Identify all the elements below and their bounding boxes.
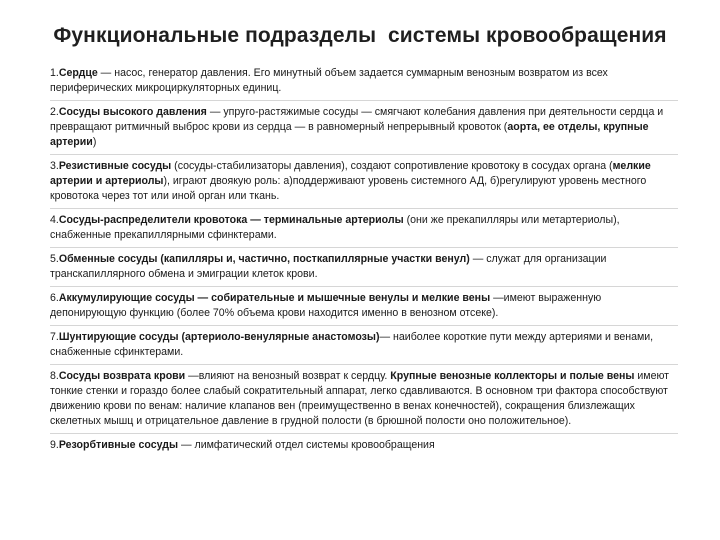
list-item <box>50 248 678 287</box>
item-number: 8. <box>50 370 59 382</box>
item-text: — насос, генератор давления. Его минутный объем задается суммарным венозным возвратом из всех периферических микроциркуляторных единиц. <box>50 67 608 94</box>
item-term: Обменные сосуды (капилляры и, частично, посткапиллярные участки венул) <box>58 253 470 265</box>
item-text: (сосуды-стабилизаторы давления), создают сопротивление кровотоку в сосудах органа ( <box>171 160 613 172</box>
item-text: имеют тонкие стенки и гораздо более слабый сократительный аппарат, легко сдавливаются. В основном три фактора способствуют движению крови по венам: наличие клапанов вен (преимущественно в венах конечностей), сокращения близлежащих скелетных мышц и отрицательное давление в грудной полости (в брюшной полости оно положительное). <box>50 370 670 427</box>
item-text: ) <box>92 136 97 148</box>
item-term: Сердце <box>58 67 98 79</box>
item-number: 4. <box>50 214 59 226</box>
list-item <box>50 101 678 155</box>
item-number: 9. <box>50 439 59 451</box>
item-term: мелкие артерии и артериолы <box>50 160 651 187</box>
list-item <box>50 62 678 101</box>
item-number: 3. <box>50 160 59 172</box>
list-item <box>50 365 678 434</box>
item-text: —влияют на венозный возврат к сердцу. <box>185 370 391 382</box>
slide-title: Функциональные подразделы системы кровообращения <box>53 24 667 47</box>
item-term: Крупные венозные коллекторы и полые вены <box>390 370 635 382</box>
item-number: 1. <box>50 67 59 79</box>
item-term: Сосуды высокого давления <box>58 106 207 118</box>
item-term: Шунтирующие сосуды (артериоло-венулярные анастомозы) <box>58 331 380 343</box>
item-text: —имеют выраженную депонирующую функцию (более 70% объема крови находится именно в венозном отсеке). <box>50 292 602 319</box>
list-item <box>50 434 678 457</box>
item-term: аорта, ее отделы, крупные артерии <box>50 121 649 148</box>
item-number: 7. <box>50 331 59 343</box>
item-number: 6. <box>50 292 59 304</box>
item-number: 5. <box>50 253 59 265</box>
item-term: Сосуды возврата крови <box>58 370 186 382</box>
item-text: — лимфатический отдел системы кровообращения <box>178 439 435 451</box>
list-item <box>50 155 678 209</box>
item-text: — наиболее короткие пути между артериями и венами, снабженные сфинктерами. <box>50 331 654 358</box>
item-term: Сосуды-распределители кровотока — терминальные артериолы <box>58 214 404 226</box>
item-term: Резистивные сосуды <box>58 160 172 172</box>
item-text: — служат для организации транскапиллярного обмена и эмиграции клеток крови. <box>50 253 607 280</box>
item-text: (они же прекапилляры или метартериолы), снабженные прекапиллярными сфинктерами. <box>50 214 620 241</box>
item-number: 2. <box>50 106 59 118</box>
item-text: ), играют двоякую роль: а)поддерживают уровень системного АД, б)регулируют уровень местного кровотока через тот или иной орган или ткань. <box>50 175 647 202</box>
item-text: — упруго-растяжимые сосуды — смягчают колебания давления при деятельности сердца и превращают ритмичный выброс крови из сердца — в равномерный непрерывный кровоток ( <box>50 106 664 133</box>
item-term: Резорбтивные сосуды <box>58 439 179 451</box>
list-item <box>50 326 678 365</box>
items-list <box>50 62 678 457</box>
item-term: Аккумулирующие сосуды — собирательные и мышечные венулы и мелкие вены <box>58 292 491 304</box>
list-item <box>50 287 678 326</box>
list-item <box>50 209 678 248</box>
